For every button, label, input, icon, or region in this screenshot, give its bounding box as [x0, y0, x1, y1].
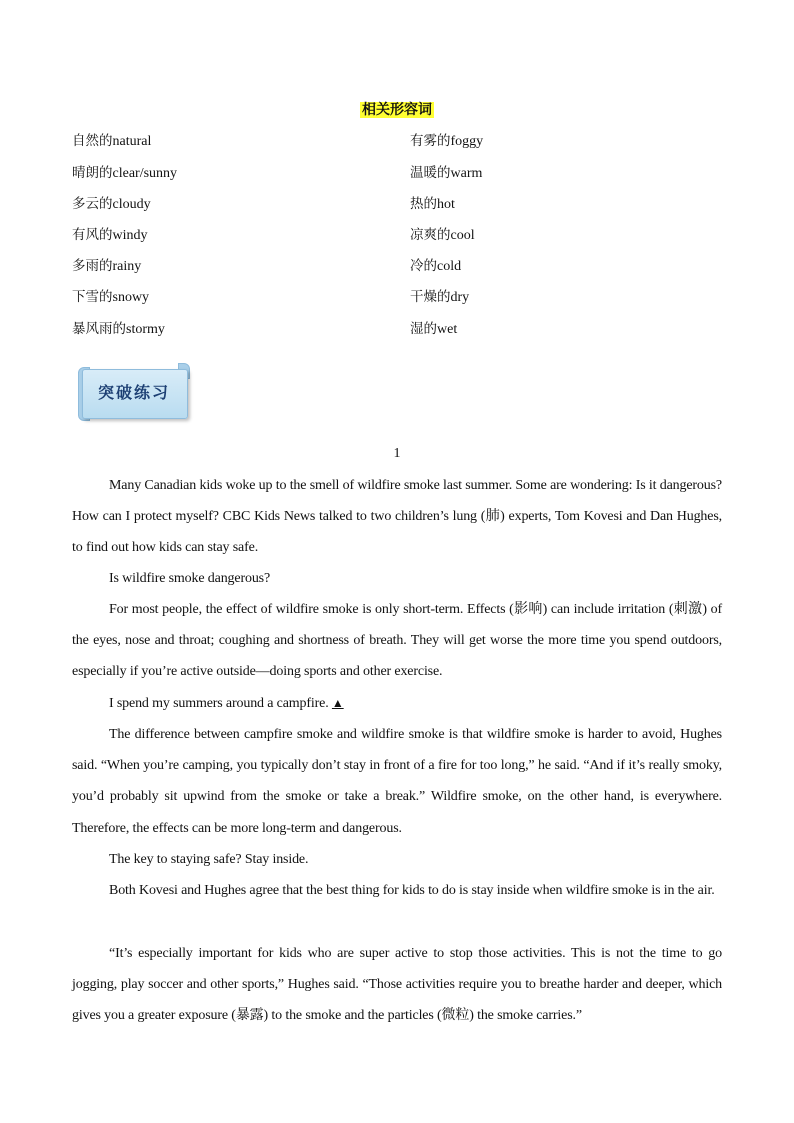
- passage-paragraph: “It’s especially important for kids who are super active to stop those activities. This is not the time to go jogging, play soccer and other sports,” Hughes said. “Those activities require you to breathe harder and deeper, which gives you a greater exposure (暴露) to the smoke and the particles (微粒) the smoke carries.”: [72, 946, 722, 1024]
- vocab-row: 多云的cloudy 热的hot: [72, 196, 455, 212]
- section-badge-label: 突破练习: [97, 383, 170, 402]
- passage-number: 1: [393, 446, 401, 461]
- vocab-row: 自然的natural 有雾的foggy: [72, 133, 484, 149]
- vocab-row: 多雨的rainy 冷的cold: [72, 258, 462, 274]
- passage-subheading: Is wildfire smoke dangerous?: [109, 571, 271, 586]
- section-badge: [78, 363, 190, 423]
- vocab-row: 晴朗的clear/sunny 温暖的warm: [72, 165, 483, 181]
- passage-paragraph: Many Canadian kids woke up to the smell of wildfire smoke last summer. Some are wondering: Is it dangerous? How can I protect myself? CBC Kids News talked to two children’s lung (肺) experts, Tom Kovesi and Dan Hughes, to find out how kids can stay safe.: [72, 478, 722, 556]
- vocab-row: 有风的windy 凉爽的cool: [72, 227, 475, 243]
- passage-subheading: The key to staying safe? Stay inside.: [109, 852, 309, 867]
- passage-paragraph: The difference between campfire smoke and wildfire smoke is that wildfire smoke is harder to avoid, Hughes said. “When you’re camping, you typically don’t stay in front of a fire for too long,” he said. “And if it’s really smoky, you’d probably sit upwind from the smoke or take a break.” Wildfire smoke, on the other hand, is everywhere. Therefore, the effects can be more long-term and dangerous.: [72, 727, 722, 836]
- passage-paragraph: Both Kovesi and Hughes agree that the best thing for kids to do is stay inside when wildfire smoke is in the air.: [109, 883, 715, 898]
- passage-paragraph: I spend my summers around a campfire. ▲: [109, 696, 344, 711]
- vocab-heading: 相关形容词: [362, 102, 432, 118]
- vocab-row: 下雪的snowy 干燥的dry: [72, 289, 470, 305]
- passage-paragraph: For most people, the effect of wildfire smoke is only short-term. Effects (影响) can include irritation (刺激) of the eyes, nose and throat; coughing and shortness of breath. They will get worse the more time you spend outdoors, especially if you’re active outside—doing sports and other exercise.: [72, 602, 722, 680]
- answer-blank[interactable]: ▲: [331, 696, 344, 710]
- vocab-row: 暴风雨的stormy 湿的wet: [72, 321, 458, 337]
